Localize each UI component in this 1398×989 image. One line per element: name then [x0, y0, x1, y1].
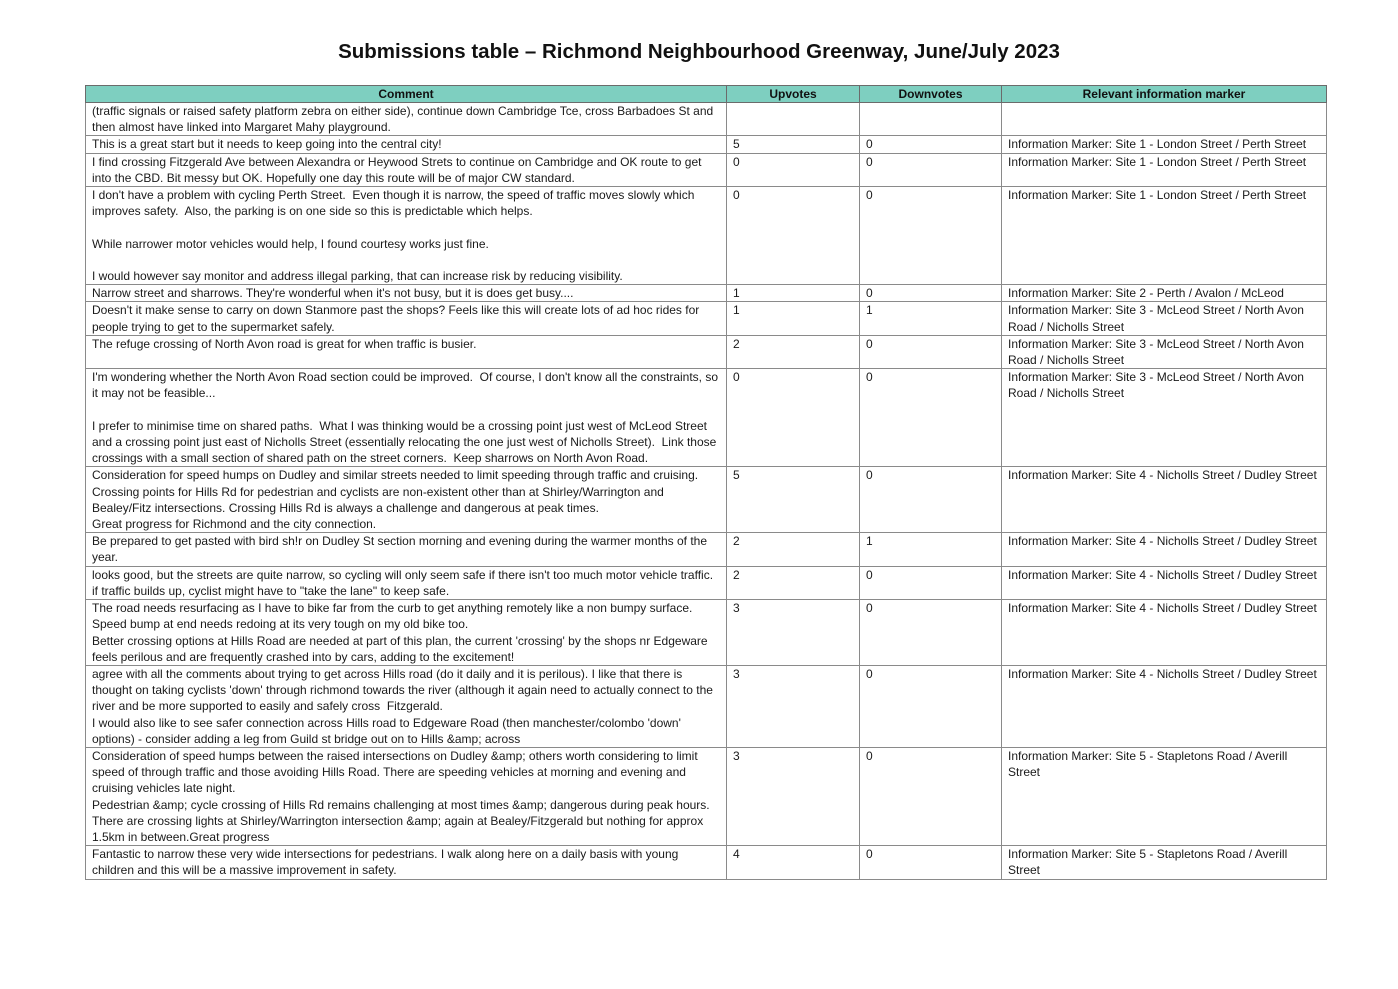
upvotes-cell: 2	[727, 335, 860, 368]
comment-cell: Narrow street and sharrows. They're wonderful when it's not busy, but it is does get busy....	[86, 285, 727, 302]
upvotes-cell: 5	[727, 467, 860, 533]
downvotes-cell: 0	[860, 153, 1002, 186]
downvotes-cell: 0	[860, 136, 1002, 153]
downvotes-cell: 0	[860, 335, 1002, 368]
marker-cell	[1002, 103, 1327, 136]
table-header-row	[86, 86, 1327, 103]
marker-cell: Information Marker: Site 3 - McLeod Street / North Avon Road / Nicholls Street	[1002, 335, 1327, 368]
table-row	[86, 566, 1327, 599]
downvotes-cell: 0	[860, 187, 1002, 285]
column-header-marker: Relevant information marker	[1002, 86, 1327, 103]
comment-cell: Fantastic to narrow these very wide intersections for pedestrians. I walk along here on a daily basis with young children and this will be a massive improvement in safety.	[86, 846, 727, 879]
marker-cell: Information Marker: Site 4 - Nicholls Street / Dudley Street	[1002, 665, 1327, 747]
comment-cell: looks good, but the streets are quite narrow, so cycling will only seem safe if there isn't too much motor vehicle traffic. if traffic builds up, cyclist might have to "take the lane" to keep safe.	[86, 566, 727, 599]
marker-cell: Information Marker: Site 5 - Stapletons Road / Averill Street	[1002, 846, 1327, 879]
comment-cell: (traffic signals or raised safety platform zebra on either side), continue down Cambridge Tce, cross Barbadoes St and then almost have linked into Margaret Mahy playground.	[86, 103, 727, 136]
downvotes-cell: 0	[860, 846, 1002, 879]
table-row	[86, 187, 1327, 285]
column-header-upvotes: Upvotes	[727, 86, 860, 103]
comment-cell: I don't have a problem with cycling Perth Street. Even though it is narrow, the speed of traffic moves slowly which improves safety. Also, the parking is on one side so this is predictable which helps. While narrower motor vehicles would help, I found courtesy works just fine. I would however say monitor and address illegal parking, that can increase risk by reducing visibility.	[86, 187, 727, 285]
downvotes-cell: 0	[860, 566, 1002, 599]
table-row	[86, 665, 1327, 747]
downvotes-cell: 0	[860, 665, 1002, 747]
table-row	[86, 153, 1327, 186]
column-header-downvotes: Downvotes	[860, 86, 1002, 103]
comment-cell: I find crossing Fitzgerald Ave between Alexandra or Heywood Strets to continue on Cambridge and OK route to get into the CBD. Bit messy but OK. Hopefully one day this route will be of major CW standard.	[86, 153, 727, 186]
upvotes-cell: 1	[727, 285, 860, 302]
table-row	[86, 600, 1327, 666]
table-row	[86, 136, 1327, 153]
downvotes-cell: 0	[860, 467, 1002, 533]
marker-cell: Information Marker: Site 1 - London Street / Perth Street	[1002, 187, 1327, 285]
downvotes-cell	[860, 103, 1002, 136]
comment-cell: Consideration of speed humps between the raised intersections on Dudley &amp; others worth considering to limit speed of through traffic and those avoiding Hills Road. There are speeding vehicles at morning and evening and cruising vehicles late night. Pedestrian &amp; cycle crossing of Hills Rd remains challenging at most times &amp; dangerous during peak hours. There are crossing lights at Shirley/Warrington intersection &amp; again at Bealey/Fitzgerald but nothing for approx 1.5km in between.Great progress	[86, 747, 727, 845]
upvotes-cell: 3	[727, 747, 860, 845]
downvotes-cell: 0	[860, 369, 1002, 467]
downvotes-cell: 0	[860, 747, 1002, 845]
table-row	[86, 335, 1327, 368]
marker-cell: Information Marker: Site 4 - Nicholls Street / Dudley Street	[1002, 600, 1327, 666]
upvotes-cell: 1	[727, 302, 860, 335]
submissions-table	[85, 85, 1327, 880]
upvotes-cell: 5	[727, 136, 860, 153]
table-row	[86, 467, 1327, 533]
marker-cell: Information Marker: Site 2 - Perth / Avalon / McLeod	[1002, 285, 1327, 302]
table-row	[86, 285, 1327, 302]
marker-cell: Information Marker: Site 3 - McLeod Street / North Avon Road / Nicholls Street	[1002, 302, 1327, 335]
marker-cell: Information Marker: Site 3 - McLeod Street / North Avon Road / Nicholls Street	[1002, 369, 1327, 467]
marker-cell: Information Marker: Site 4 - Nicholls Street / Dudley Street	[1002, 467, 1327, 533]
table-row	[86, 846, 1327, 879]
comment-cell: Be prepared to get pasted with bird sh!r on Dudley St section morning and evening during the warmer months of the year.	[86, 533, 727, 566]
marker-cell: Information Marker: Site 1 - London Street / Perth Street	[1002, 153, 1327, 186]
table-row	[86, 369, 1327, 467]
upvotes-cell: 0	[727, 153, 860, 186]
comment-cell: I'm wondering whether the North Avon Road section could be improved. Of course, I don't know all the constraints, so it may not be feasible... I prefer to minimise time on shared paths. What I was thinking would be a crossing point just west of McLeod Street and a crossing point just east of Nicholls Street (essentially relocating the one just west of Nicholls Street). Link those crossings with a small section of shared path on the street corners. Keep sharrows on North Avon Road.	[86, 369, 727, 467]
upvotes-cell: 3	[727, 665, 860, 747]
upvotes-cell: 0	[727, 369, 860, 467]
comment-cell: Doesn't it make sense to carry on down Stanmore past the shops? Feels like this will create lots of ad hoc rides for people trying to get to the supermarket safely.	[86, 302, 727, 335]
upvotes-cell: 0	[727, 187, 860, 285]
marker-cell: Information Marker: Site 4 - Nicholls Street / Dudley Street	[1002, 533, 1327, 566]
marker-cell: Information Marker: Site 5 - Stapletons Road / Averill Street	[1002, 747, 1327, 845]
comment-cell: agree with all the comments about trying to get across Hills road (do it daily and it is perilous). I like that there is thought on taking cyclists 'down' through richmond towards the river (although it again need to actually connect to the river and be more supported to easily and safely cross Fitzgerald. I would also like to see safer connection across Hills road to Edgeware Road (then manchester/colombo 'down' options) - consider adding a leg from Guild st bridge out on to Hills &amp; across	[86, 665, 727, 747]
page-title: Submissions table – Richmond Neighbourhood Greenway, June/July 2023	[338, 40, 1060, 63]
table-row	[86, 103, 1327, 136]
column-header-comment: Comment	[86, 86, 727, 103]
comment-cell: Consideration for speed humps on Dudley and similar streets needed to limit speeding through traffic and cruising. Crossing points for Hills Rd for pedestrian and cyclists are non-existent other than at Shirley/Warrington and Bealey/Fitz intersections. Crossing Hills Rd is always a challenge and dangerous at peak times. Great progress for Richmond and the city connection.	[86, 467, 727, 533]
downvotes-cell: 0	[860, 600, 1002, 666]
comment-cell: The refuge crossing of North Avon road is great for when traffic is busier.	[86, 335, 727, 368]
upvotes-cell: 2	[727, 533, 860, 566]
upvotes-cell	[727, 103, 860, 136]
upvotes-cell: 2	[727, 566, 860, 599]
comment-cell: The road needs resurfacing as I have to bike far from the curb to get anything remotely like a non bumpy surface. Speed bump at end needs redoing at its very tough on my old bike too. Better crossing options at Hills Road are needed at part of this plan, the current 'crossing' by the shops nr Edgeware feels perilous and are frequently crashed into by cars, adding to the excitement!	[86, 600, 727, 666]
upvotes-cell: 4	[727, 846, 860, 879]
table-row	[86, 533, 1327, 566]
marker-cell: Information Marker: Site 1 - London Street / Perth Street	[1002, 136, 1327, 153]
downvotes-cell: 1	[860, 533, 1002, 566]
downvotes-cell: 0	[860, 285, 1002, 302]
table-row	[86, 747, 1327, 845]
table-row	[86, 302, 1327, 335]
comment-cell: This is a great start but it needs to keep going into the central city!	[86, 136, 727, 153]
upvotes-cell: 3	[727, 600, 860, 666]
downvotes-cell: 1	[860, 302, 1002, 335]
marker-cell: Information Marker: Site 4 - Nicholls Street / Dudley Street	[1002, 566, 1327, 599]
